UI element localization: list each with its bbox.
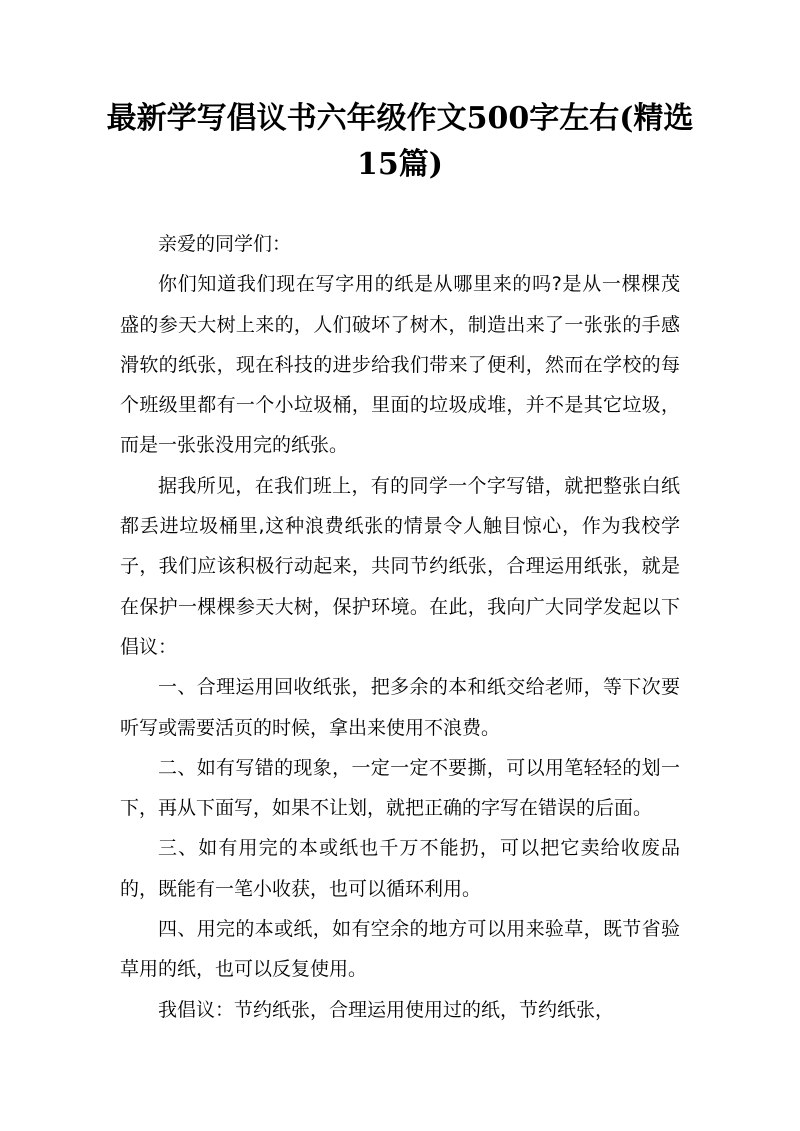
proposal-item-4: 四、用完的本或纸，如有空余的地方可以用来验草，既节省验草用的纸，也可以反复使用。 (120, 918, 680, 981)
proposal-item-2: 二、如有写错的现象，一定一定不要撕，可以用笔轻轻的划一下，再从下面写，如果不让划，就把正确的字写在错误的后面。 (120, 756, 680, 820)
body-paragraph: 据我所见，在我们班上，有的同学一个字写错，就把整张白纸都丢进垃圾桶里,这种浪费纸张的情景令人触目惊心，作为我校学子，我们应该积极行动起来，共同节约纸张，合理运用纸张，就是在保护一棵棵参天大树，保护环境。在此，我向广大同学发起以下倡议： (120, 474, 680, 658)
document-body (120, 224, 680, 1030)
body-paragraph: 你们知道我们现在写字用的纸是从哪里来的吗?是从一棵棵茂盛的参天大树上来的，人们破坏了树木，制造出来了一张张的手感滑软的纸张，现在科技的进步给我们带来了便利，然而在学校的每个班级里都有一个小垃圾桶，里面的垃圾成堆，并不是其它垃圾，而是一张张没用完的纸张。 (120, 273, 680, 457)
proposal-item-1: 一、合理运用回收纸张，把多余的本和纸交给老师，等下次要听写或需要活页的时候，拿出来使用不浪费。 (120, 676, 680, 739)
proposal-item-3: 三、如有用完的本或纸也千万不能扔，可以把它卖给收废品的，既能有一笔小收获，也可以循环利用。 (120, 837, 680, 900)
greeting-paragraph: 亲爱的同学们： (158, 233, 292, 255)
closing-paragraph: 我倡议：节约纸张，合理运用使用过的纸，节约纸张， (158, 998, 615, 1021)
document-title: 最新学写倡议书六年级作文500字左右(精选15篇) (106, 101, 694, 182)
